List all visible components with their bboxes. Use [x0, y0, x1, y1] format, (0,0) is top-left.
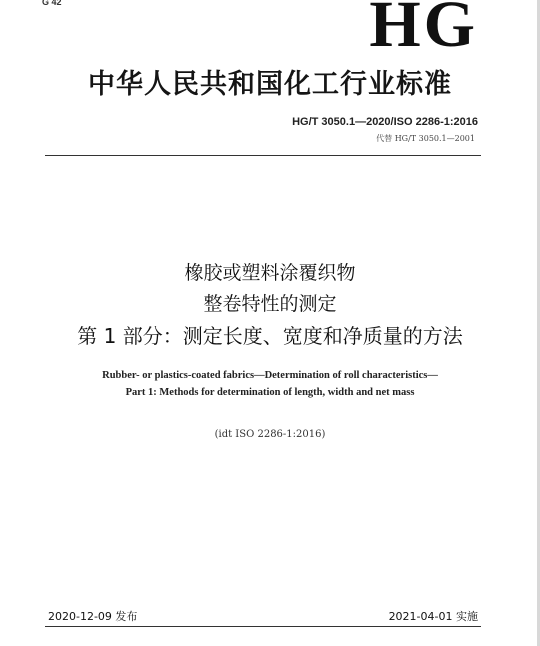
standard-number: HG/T 3050.1—2020/ISO 2286-1:2016 — [292, 116, 478, 128]
standard-title: 中华人民共和国化工行业标准 — [88, 69, 452, 100]
english-title-line-2: Part 1: Methods for determination of length, width and net mass — [125, 387, 415, 398]
chinese-title-line-1: 橡胶或塑料涂覆织物 — [184, 262, 356, 284]
replaces-note: 代替 HG/T 3050.1—2001 — [376, 134, 475, 143]
chinese-title-line-3: 第 1 部分：测定长度、宽度和净质量的方法 — [77, 324, 463, 348]
idt-note: (idt ISO 2286-1:2016) — [214, 429, 326, 440]
issue-date: 2020-12-09 发布 — [48, 610, 138, 623]
chinese-title-line-2: 整卷特性的测定 — [203, 293, 337, 315]
implementation-date: 2021-04-01 实施 — [388, 610, 478, 623]
classification-code: G 42 — [42, 0, 62, 7]
english-title-line-1: Rubber- or plastics-coated fabrics—Determination of roll characteristics— — [102, 370, 438, 381]
bottom-divider — [45, 626, 481, 627]
hg-logo: HG — [369, 0, 478, 61]
top-divider — [45, 155, 481, 156]
